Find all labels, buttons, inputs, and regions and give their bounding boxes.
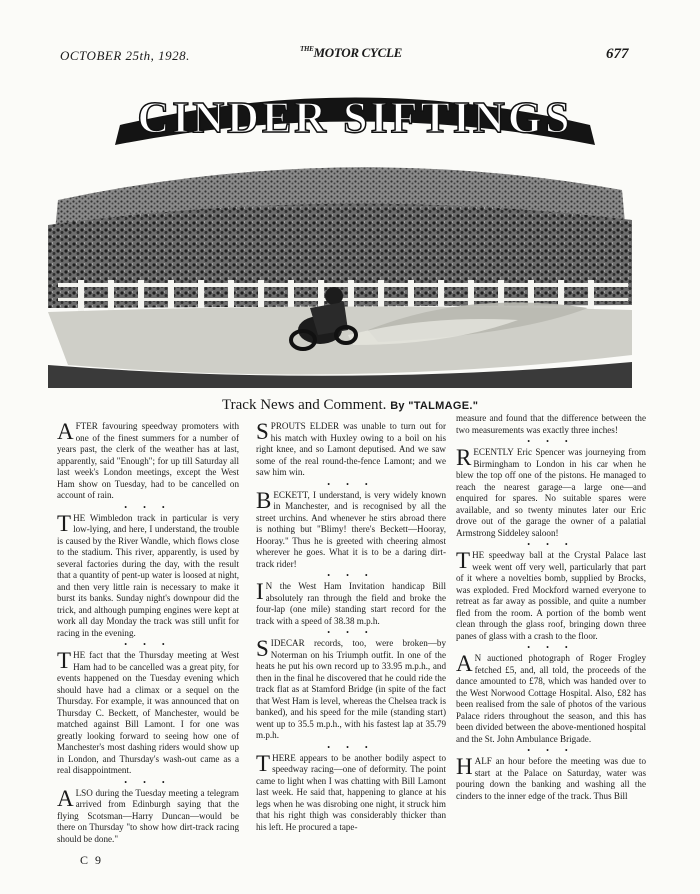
- drop-cap: A: [57, 785, 74, 811]
- paragraph: [456, 413, 646, 436]
- paragraph: [456, 653, 646, 745]
- speedway-photograph: [48, 130, 632, 388]
- paragraph-text: FTER favouring speedway promoters with one of the finest summers for a number of years past, the clerk of the weather has at last, apparently, said "Enough"; for up till Saturday all last week's London meetings, except the West Ham show on Tuesday, had to be cancelled on account of rain.: [57, 421, 239, 500]
- page-number: 677: [606, 46, 629, 62]
- paragraph: [456, 550, 646, 642]
- drop-cap: T: [456, 548, 471, 573]
- masthead: [300, 45, 402, 61]
- byline: By "TALMAGE.": [390, 400, 479, 412]
- paragraph: [256, 750, 446, 834]
- paragraph-text: ALF an hour before the meeting was due to start at the Palace on Saturday, water was pouring down the banking and washing all the cinders to the inner edge of the track. Thus Bill: [456, 756, 646, 801]
- drop-cap: A: [57, 419, 74, 444]
- paragraph: [57, 650, 239, 777]
- paragraph: [57, 785, 239, 846]
- paragraph-text: N the West Ham Invitation handicap Bill absolutely ran through the field and broke the four-lap (one mile) standing start record for the track with a speed of 38.38 m.p.h.: [256, 581, 446, 626]
- paragraph: [256, 421, 446, 479]
- separator: • • •: [327, 571, 375, 580]
- page-signature: C 9: [80, 853, 104, 867]
- paragraph: [57, 421, 239, 502]
- paragraph-text: HE Wimbledon track in particular is very low-lying, and here, I understand, the trouble is caused by the River Wandle, which flows close to the stadium. This river, apparently, is used by several factories during the day, with the result that a quantity of pent-up water is loosed at night, and then very little rain is necessary to make it burst its banks. Sunday night's downpour did the trick, and although pumping engines were kept at work all day Monday the track was still unfit for racing in the evening.: [57, 512, 239, 638]
- drop-cap: S: [256, 419, 269, 444]
- separator: • • •: [527, 540, 575, 549]
- separator: • • •: [124, 502, 172, 512]
- paragraph: [57, 510, 239, 640]
- separator: • • •: [327, 479, 375, 489]
- paragraph-text: LSO during the Tuesday meeting a telegram arrived from Edinburgh saying that the flying Scotsman—Harry Duncan—would be there on Thursday "to show how dirt-track racing should be done.": [57, 787, 239, 844]
- paragraph-text: HERE appears to be another bodily aspect to speedway racing—one of deformity. The point came to light when I was chatting with Bill Lamont last week. He said that, happening to glance at his legs when he was disrobing one night, it struck him that his right thigh was considerably thicker than his left. He procured a tape-: [256, 752, 446, 832]
- title-banner: [100, 70, 610, 160]
- drop-cap: R: [456, 445, 472, 470]
- paragraph-text: IDECAR records, too, were broken—by Noterman on his Triumph outfit. In one of the heats he put his own record up to 33.95 m.p.h., and then in the final he discovered that he could ride the track flat as at Stamford Bridge (in spite of the fact that West Ham is level, whereas the Chelsea track is banked), and his speed for the mile (standing start) went up to 35.5 m.p.h., with his fastest lap at 35.79 m.p.h.: [256, 638, 446, 740]
- separator: • • •: [124, 640, 172, 649]
- masthead-the: THE: [300, 45, 314, 53]
- masthead-title: MOTOR CYCLE: [313, 45, 403, 60]
- paragraph-text: ECKETT, I understand, is very widely known in Manchester, and is recognised by all the street urchins. And whenever he stirs abroad there is nothing but "Blimy! there's Beckett—Hooray, Hooray." Thus he is greeted with cheering almost wherever he goes. What it is to be a daring dirt-track rider!: [256, 489, 446, 569]
- paragraph-text: ECENTLY Eric Spencer was journeying from Birmingham to London in his car when he blew the top off one of the pistons. He managed to reach the nearest garage—a large one—and enquired for spares. No suitable spares were available, and so twenty minutes later our Eric drove out of the garage the owner of a palatial Armstrong Siddeley saloon!: [456, 447, 646, 538]
- banner-title: CINDER SIFTINGS: [137, 93, 573, 142]
- paragraph-text: N auctioned photograph of Roger Frogley fetched £5, and, all told, the proceeds of the dance amounted to £78, which was handed over to the West Norwood Cottage Hospital. Also, £82 has been realised from the sale of photos of the various Palace riders throughout the season, and this has been divided between the above-mentioned hospital and the St. John Ambulance Brigade.: [456, 653, 646, 744]
- separator: • • •: [124, 777, 172, 787]
- paragraph-text: PROUTS ELDER was unable to turn out for his match with Huxley owing to a boil on his right knee, and so Lamont deputised. And we saw some of the real round-the-fence Lamont; and we saw him win.: [256, 421, 446, 477]
- paragraph: [456, 447, 646, 539]
- drop-cap: I: [256, 579, 264, 604]
- paragraph: [256, 638, 446, 742]
- column-3: [456, 413, 646, 804]
- paragraph: [256, 487, 446, 571]
- issue-date: OCTOBER 25th, 1928.: [60, 48, 190, 63]
- subtitle-text: Track News and Comment.: [222, 397, 387, 413]
- separator: • • •: [527, 437, 575, 446]
- drop-cap: H: [456, 754, 473, 779]
- paragraph: [256, 581, 446, 627]
- paragraph-text: measure and found that the difference between the two measurements was exactly three inches!: [456, 413, 646, 435]
- separator: • • •: [327, 742, 375, 752]
- paragraph-text: HE fact that the Thursday meeting at West Ham had to be cancelled was a great pity, for events happened on the Tuesday evening which should have had a climax or a sequel on the Thursday. For example, it was announced that on Thursday C. Beckett, of Manchester, would be matched against Bill Lamont. I for one was greatly looking forward to seeing how one of Manchester's most dashing riders would show up in London, and Thursday's wash-out came as a real disappointment.: [57, 650, 239, 775]
- drop-cap: T: [57, 648, 72, 673]
- separator: • • •: [527, 643, 575, 652]
- article-subtitle: [222, 397, 478, 414]
- separator: • • •: [327, 628, 375, 637]
- drop-cap: B: [256, 487, 272, 513]
- column-2: [256, 421, 446, 835]
- drop-cap: A: [456, 651, 473, 676]
- paragraph: [456, 756, 646, 802]
- separator: • • •: [527, 746, 575, 755]
- column-1: [57, 421, 239, 847]
- paragraph-text: HE speedway ball at the Crystal Palace last week went off very well, particularly that part of it where a novelties bomb, supplied by Brocks, was exploded. Fred Mockford warned everyone to retreat as far away as possible, and quite a number fled from the room. A portion of the bomb went clean through the glass roof, bringing down three panes of glass with a crash to the floor.: [456, 550, 646, 641]
- drop-cap: T: [256, 750, 271, 776]
- drop-cap: S: [256, 636, 269, 661]
- drop-cap: T: [57, 510, 72, 536]
